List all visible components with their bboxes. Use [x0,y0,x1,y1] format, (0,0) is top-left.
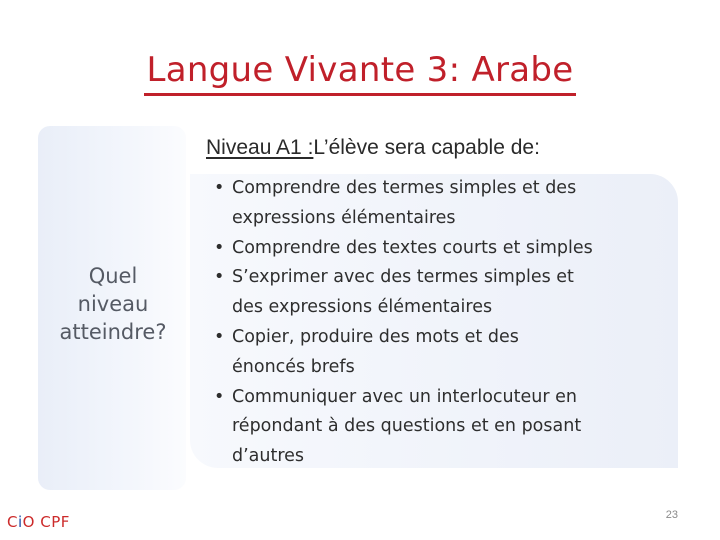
slide-title [0,44,720,96]
bullet-icon: • [214,386,225,407]
cio-cpf-logo [7,512,70,532]
logo-part: C [7,513,18,531]
bullet-icon: • [214,178,225,198]
list-item [214,174,666,234]
list-item-line: Communiquer avec un interlocuteur en [232,386,577,407]
page-number: 23 [665,509,678,521]
bullet-icon: • [214,237,225,258]
list-item-line: des expressions élémentaires [232,297,493,318]
level-question-line: atteindre? [59,320,167,344]
list-item-line: répondant à des questions et en posant [232,416,582,437]
logo-part: O CPF [22,513,70,531]
skills-list [214,174,666,472]
slide-title-text: Langue Vivante 3: Arabe [144,47,575,96]
list-item-line: Comprendre des textes courts et simples [232,237,593,258]
list-item [214,383,666,472]
level-heading-level: Niveau A1 : [206,136,314,159]
list-item [214,263,666,323]
bullet-icon: • [214,326,225,347]
list-item-line: Copier, produire des mots et des [232,326,519,347]
list-item-line: S’exprimer avec des termes simples et [232,267,574,288]
bullet-icon: • [214,267,225,288]
level-heading [206,134,540,162]
level-question [40,262,186,346]
level-heading-text: L’élève sera capable de: [313,136,540,159]
list-item-line: Comprendre des termes simples et des [232,178,577,198]
level-question-line: Quel [88,264,138,288]
list-item-line: énoncés brefs [232,356,355,377]
level-question-line: niveau [77,292,149,316]
list-item-line: d’autres [232,446,305,467]
list-item-line: expressions élémentaires [232,207,456,228]
list-item [214,323,666,383]
list-item [214,234,666,264]
logo-part: i [17,513,23,531]
